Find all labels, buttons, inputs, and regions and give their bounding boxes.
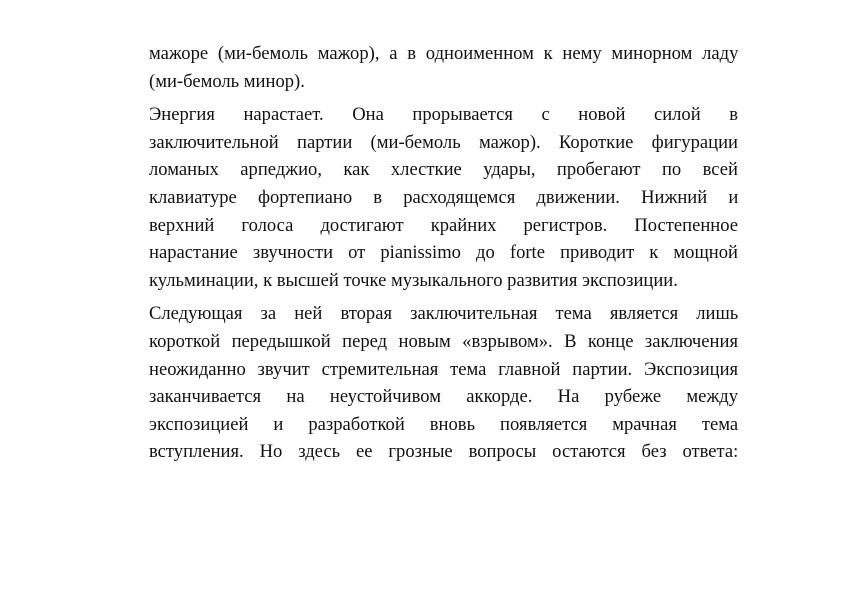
text-line: Следующая за ней вторая заключительная тема является лишь [149,303,738,325]
text-line: ломаных арпеджио, как хлесткие удары, пробегают по всей [149,159,738,181]
text-line: кульминации, к высшей точке музыкального развития экспозиции. [149,269,678,291]
text-line: короткой передышкой перед новым «взрывом». В конце заключения [149,330,738,352]
text-line: (ми-бемоль минор). [149,70,305,92]
paragraph-1 [149,40,738,95]
text-line: заключительной партии (ми-бемоль мажор). Короткие фигурации [149,131,738,153]
text-line: вступления. Но здесь ее грозные вопросы остаются без ответа: [149,441,738,463]
text-line: Энергия нарастает. Она прорывается с новой силой в [149,104,738,126]
text-line: клавиатуре фортепиано в расходящемся движении. Нижний и [149,186,738,208]
text-line: экспозицией и разработкой вновь появляется мрачная тема [149,413,738,435]
document-body [149,40,738,472]
text-line: верхний голоса достигают крайних регистров. Постепенное [149,214,738,236]
text-line: нарастание звучности от pianissimo до forte приводит к мощной [149,242,738,264]
text-line: мажоре (ми-бемоль мажор), а в одноименном к нему минорном ладу [149,43,738,64]
text-line: заканчивается на неустойчивом аккорде. На рубеже между [149,386,738,408]
paragraph-2 [149,101,738,294]
text-line: неожиданно звучит стремительная тема главной партии. Экспозиция [149,358,738,380]
paragraph-3 [149,300,738,466]
